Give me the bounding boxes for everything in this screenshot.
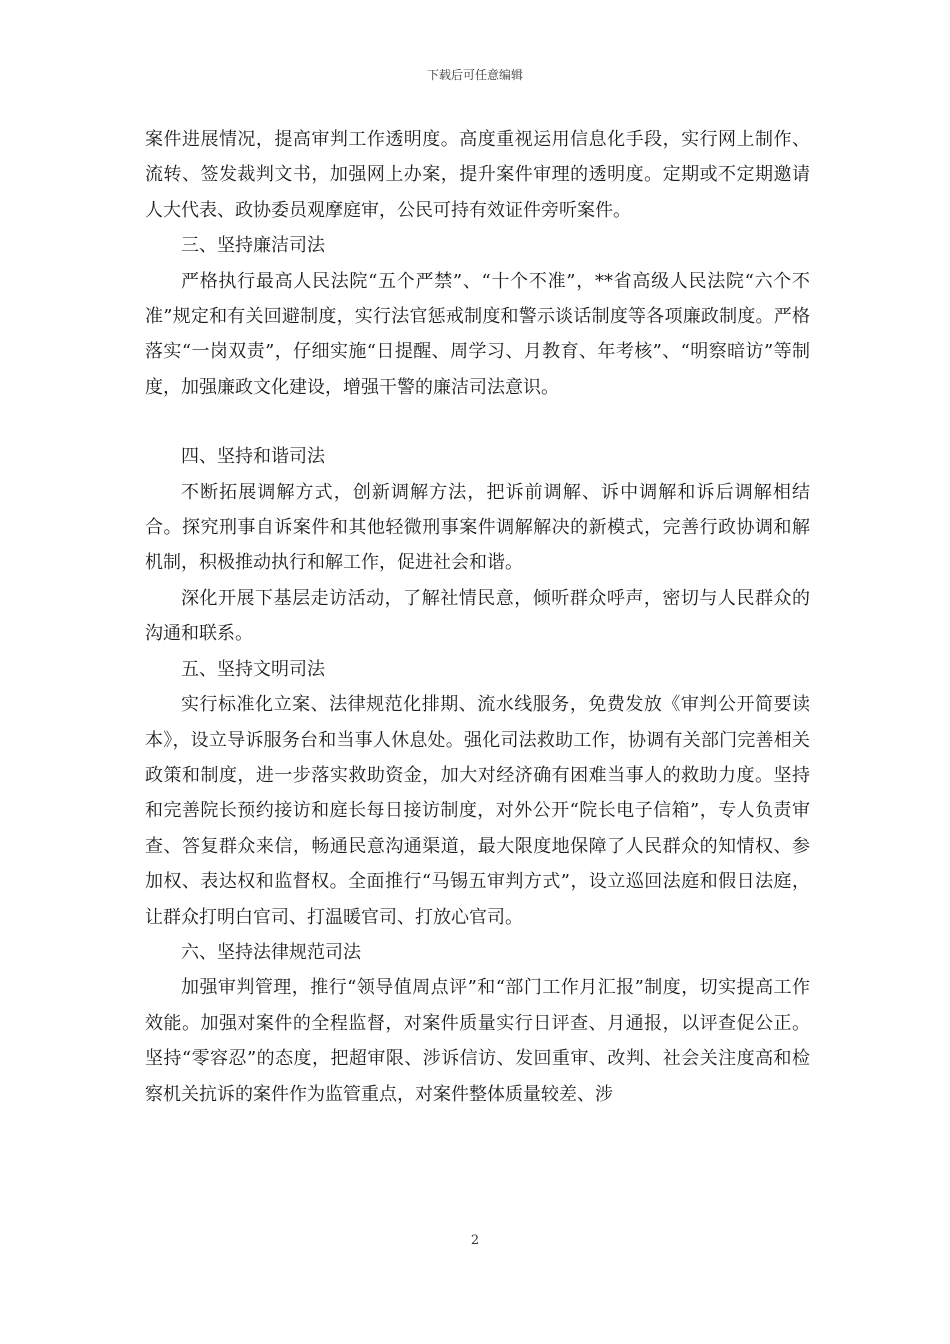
- page-header: 下载后可任意编辑: [426, 68, 523, 82]
- section-heading-4: 四、坚持和谐司法: [181, 446, 325, 468]
- paragraph-civility: 实行标准化立案、法律规范化排期、流水线服务，免费发放《审判公开简要读本》，设立导诉服务台和当事人休息处。强化司法救助工作，协调有关部门完善相关政策和制度，进一步落实救助资金，加大对经济确有困难当事人的救助力度。坚持和完善院长预约接访和庭长每日接访制度，对外公开“院长电子信箱”，专人负责审查、答复群众来信，畅通民意沟通渠道，最大限度地保障了人民群众的知情权、参加权、表达权和监督权。全面推行“马锡五审判方式”，设立巡回法庭和假日法庭，让群众打明白官司、打温暖官司、打放心官司。: [145, 694, 810, 928]
- section-heading-6: 六、坚持法律规范司法: [181, 941, 361, 963]
- paragraph-visits: 深化开展下基层走访活动，了解社情民意，倾听群众呼声，密切与人民群众的沟通和联系。: [145, 587, 810, 645]
- paragraph-integrity: 严格执行最高人民法院“五个严禁”、“十个不准”，**省高级人民法院“六个不准”规定和有关回避制度，实行法官惩戒制度和警示谈话制度等各项廉政制度。严格落实“一岗双责”，仔细实施“日提醒、周学习、月教育、年考核”、“明察暗访”等制度，加强廉政文化建设，增强干警的廉洁司法意识。: [145, 270, 810, 398]
- section-heading-5: 五、坚持文明司法: [181, 658, 325, 680]
- page-number: 2: [470, 1233, 480, 1248]
- section-heading-3: 三、坚持廉洁司法: [181, 235, 325, 257]
- paragraph-continued: 案件进展情况，提高审判工作透明度。高度重视运用信息化手段，实行网上制作、流转、签发裁判文书，加强网上办案，提升案件审理的透明度。定期或不定期邀请人大代表、政协委员观摩庭审，公民可持有效证件旁听案件。: [145, 129, 810, 221]
- paragraph-mediation: 不断拓展调解方式，创新调解方法，把诉前调解、诉中调解和诉后调解相结合。探究刑事自诉案件和其他轻微刑事案件调解解决的新模式，完善行政协调和解机制，积极推动执行和解工作，促进社会和谐。: [145, 481, 810, 574]
- paragraph-standards: 加强审判管理，推行“领导值周点评”和“部门工作月汇报”制度，切实提高工作效能。加强对案件的全程监督，对案件质量实行日评查、月通报，以评查促公正。坚持“零容忍”的态度，把超审限、涉诉信访、发回重审、改判、社会关注度高和检察机关抗诉的案件作为监管重点，对案件整体质量较差、涉: [145, 977, 810, 1105]
- blank-line: [145, 405, 810, 439]
- document-body: [145, 122, 810, 1112]
